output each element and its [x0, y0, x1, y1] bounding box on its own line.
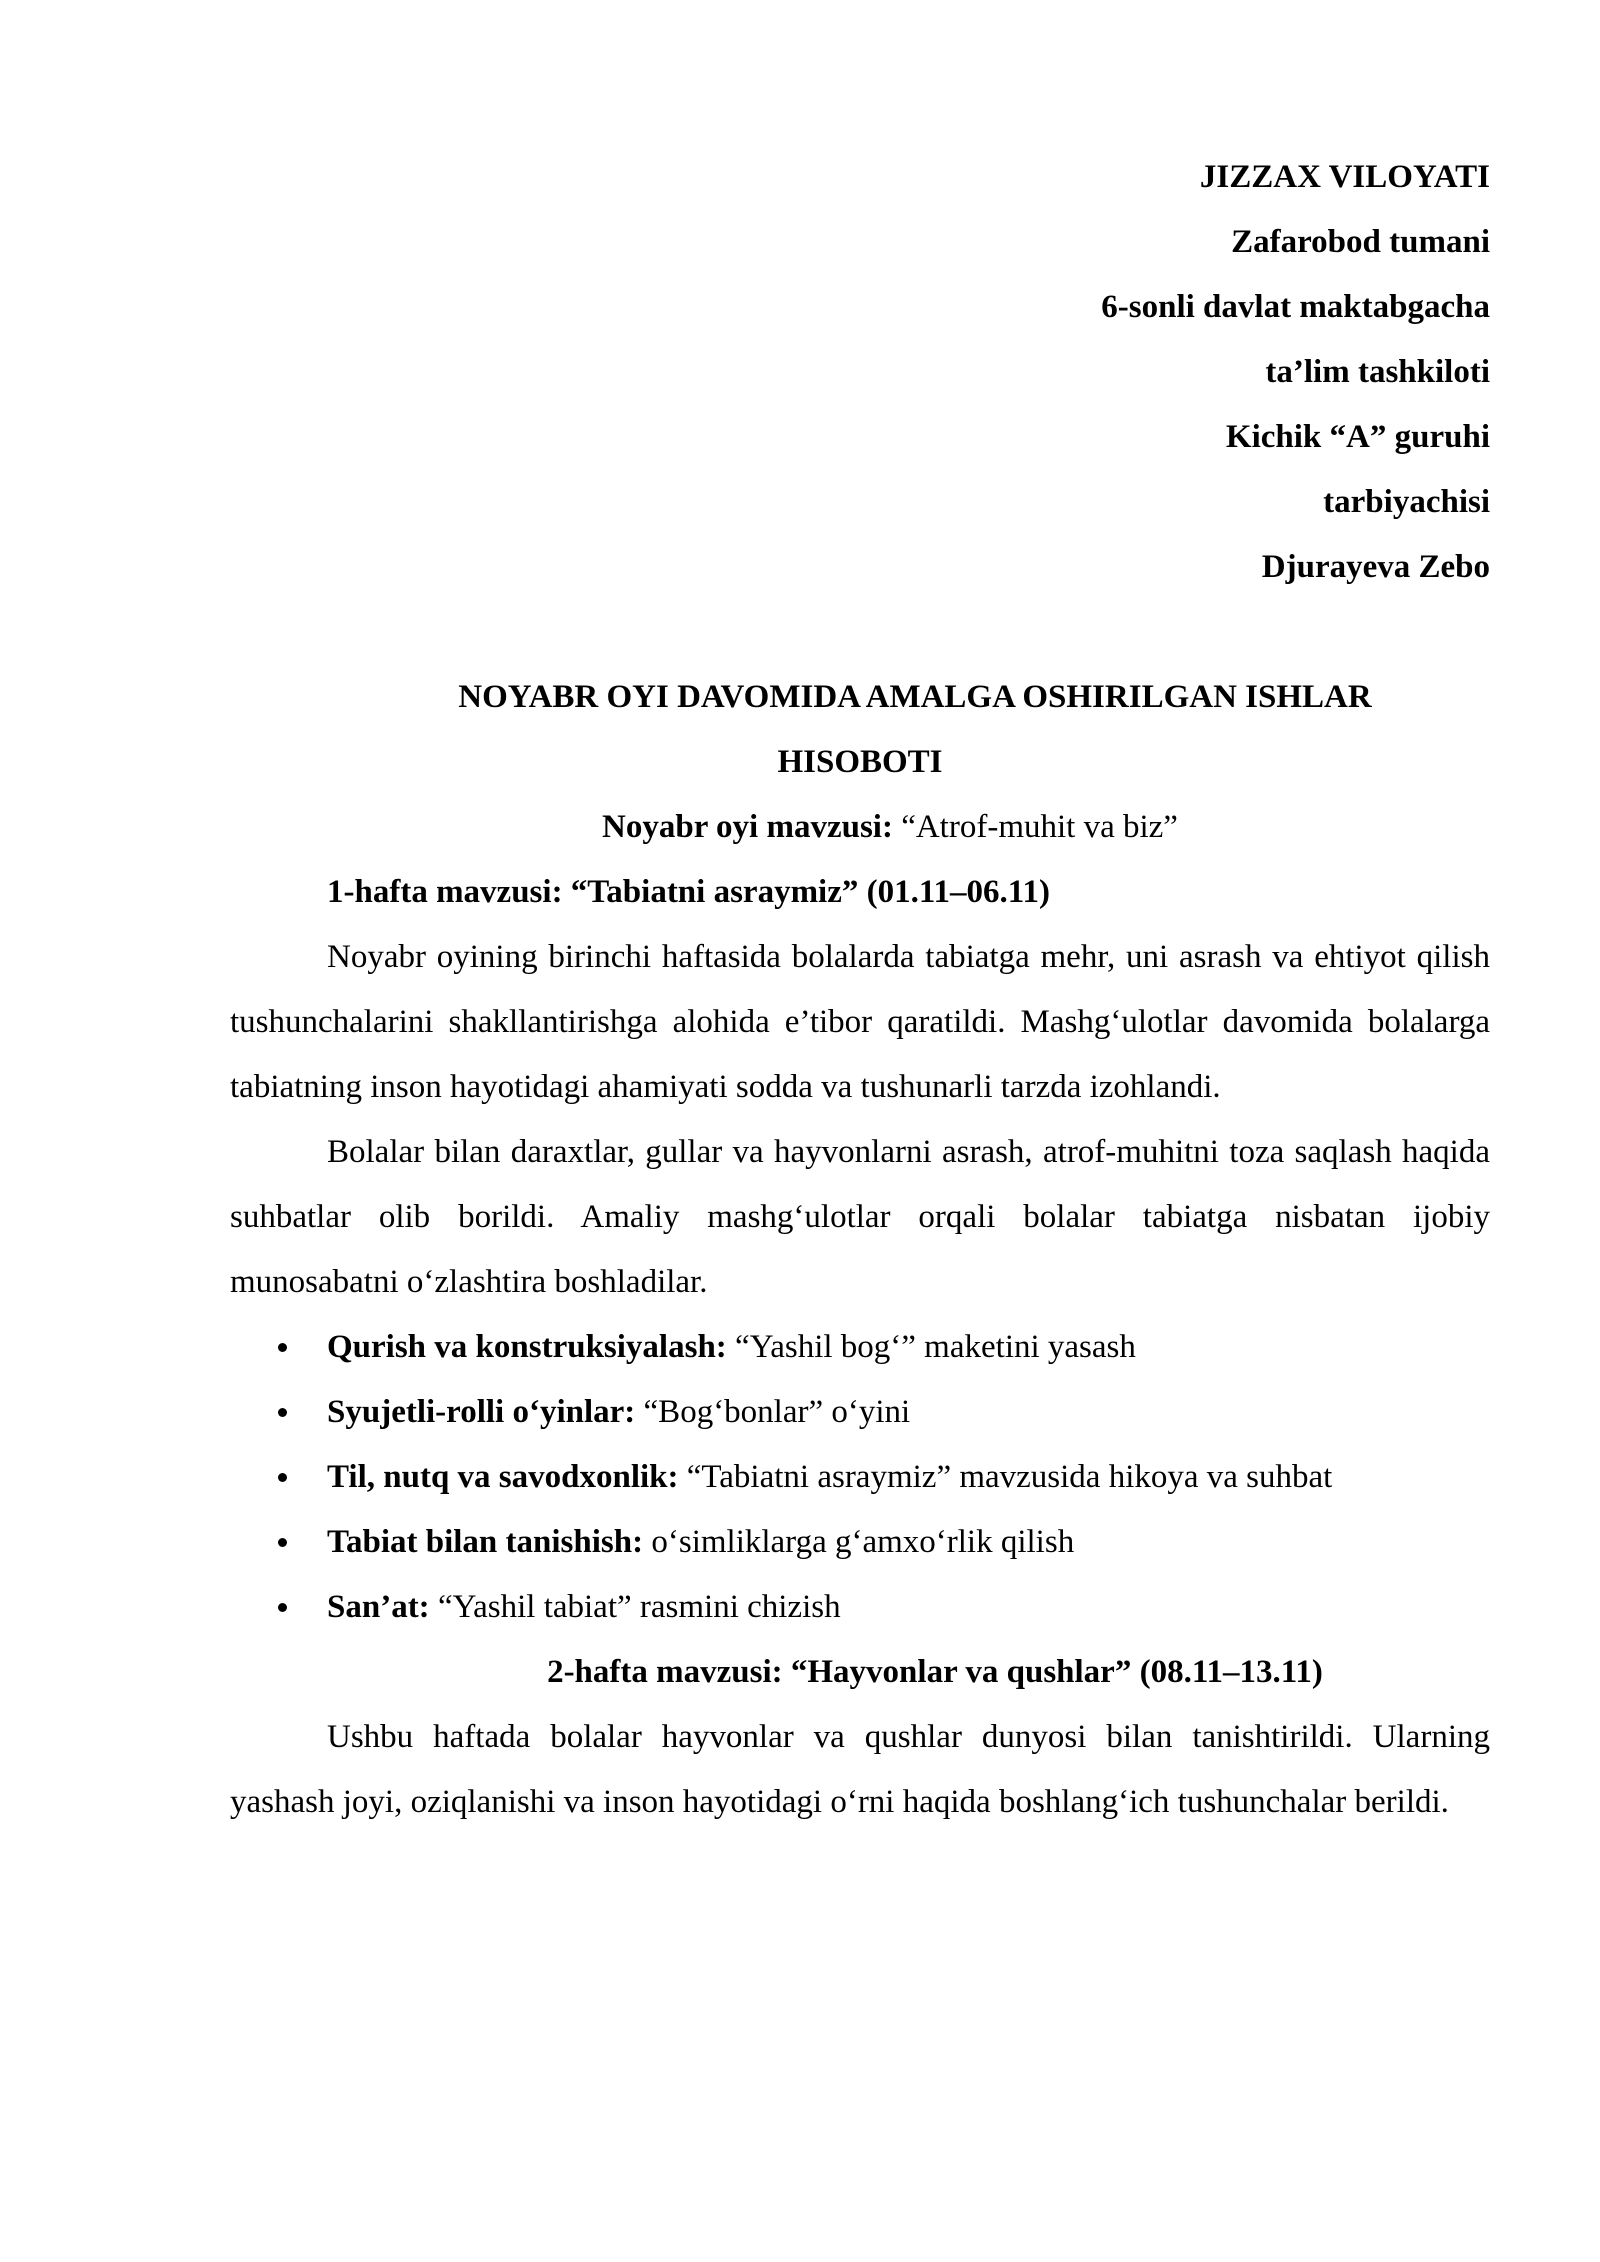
report-title-line1: NOYABR OYI DAVOMIDA AMALGA OSHIRILGAN ISHLAR — [458, 679, 1372, 715]
activity-label: Tabiat bilan tanishish: — [327, 1524, 644, 1560]
activity-text: “Tabiatni asraymiz” mavzusida hikoya va suhbat — [678, 1459, 1333, 1495]
activity-label: Syujetli-rolli o‘yinlar: — [327, 1394, 636, 1430]
activities-list — [230, 1315, 1490, 1640]
week1-paragraph: Bolalar bilan daraxtlar, gullar va hayvonlarni asrash, atrof-muhitni toza saqlash haqida suhbatlar olib borildi. Amaliy mashg‘ulotlar orqali bolalar tabiatga nisbatan ijobiy munosabatni o‘zlashtira boshladilar. — [230, 1134, 1490, 1300]
week1-heading: 1-hafta mavzusi: “Tabiatni asraymiz” (01.11–06.11) — [327, 874, 1050, 910]
month-theme-label: Noyabr oyi mavzusi: — [602, 809, 893, 845]
bullet-icon — [278, 1603, 287, 1612]
list-item — [230, 1445, 1490, 1510]
spacer — [230, 600, 1490, 665]
bullet-icon — [278, 1473, 287, 1482]
week2-heading: 2-hafta mavzusi: “Hayvonlar va qushlar” (08.11–13.11) — [547, 1654, 1323, 1690]
report-title-line2: HISOBOTI — [777, 744, 943, 780]
month-theme — [230, 795, 1490, 860]
week2-paragraph: Ushbu haftada bolalar hayvonlar va qushlar dunyosi bilan tanishtirildi. Ularning yashash joyi, oziqlanishi va inson hayotidagi o‘rni haqida boshlang‘ich tushunchalar berildi. — [230, 1719, 1490, 1820]
month-theme-value: “Atrof-muhit va biz” — [892, 809, 1178, 845]
header-block — [230, 145, 1490, 600]
activity-label: San’at: — [327, 1589, 430, 1625]
header-line-group: Kichik “A” guruhi — [1225, 419, 1490, 455]
activity-label: Qurish va konstruksiyalash: — [327, 1329, 727, 1365]
week1-paragraph: Noyabr oyining birinchi haftasida bolalarda tabiatga mehr, uni asrash va ehtiyot qilish tushunchalarini shakllantirishga alohida e’tibor qaratildi. Mashg‘ulotlar davomida bolalarga tabiatning inson hayotidagi ahamiyati sodda va tushunarli tarzda izohlandi. — [230, 939, 1490, 1105]
activity-text: “Yashil tabiat” rasmini chizish — [429, 1589, 841, 1625]
activity-text: “Bog‘bonlar” o‘yini — [635, 1394, 911, 1430]
document-page — [230, 145, 1490, 1835]
header-line-school: 6-sonli davlat maktabgacha — [1101, 289, 1490, 325]
activity-label: Til, nutq va savodxonlik: — [327, 1459, 679, 1495]
activity-text: o‘simliklarga g‘amxo‘rlik qilish — [643, 1524, 1075, 1560]
activity-text: “Yashil bog‘” maketini yasash — [726, 1329, 1136, 1365]
list-item — [230, 1315, 1490, 1380]
header-line-role: tarbiyachisi — [1323, 484, 1490, 520]
bullet-icon — [278, 1538, 287, 1547]
list-item — [230, 1510, 1490, 1575]
header-line-author: Djurayeva Zebo — [1261, 549, 1490, 585]
header-line-district: Zafarobod tumani — [1231, 224, 1490, 260]
bullet-icon — [278, 1343, 287, 1352]
header-line-organization: ta’lim tashkiloti — [1265, 354, 1490, 390]
list-item — [230, 1380, 1490, 1445]
header-line-region: JIZZAX VILOYATI — [1199, 159, 1490, 195]
list-item — [230, 1575, 1490, 1640]
bullet-icon — [278, 1408, 287, 1417]
